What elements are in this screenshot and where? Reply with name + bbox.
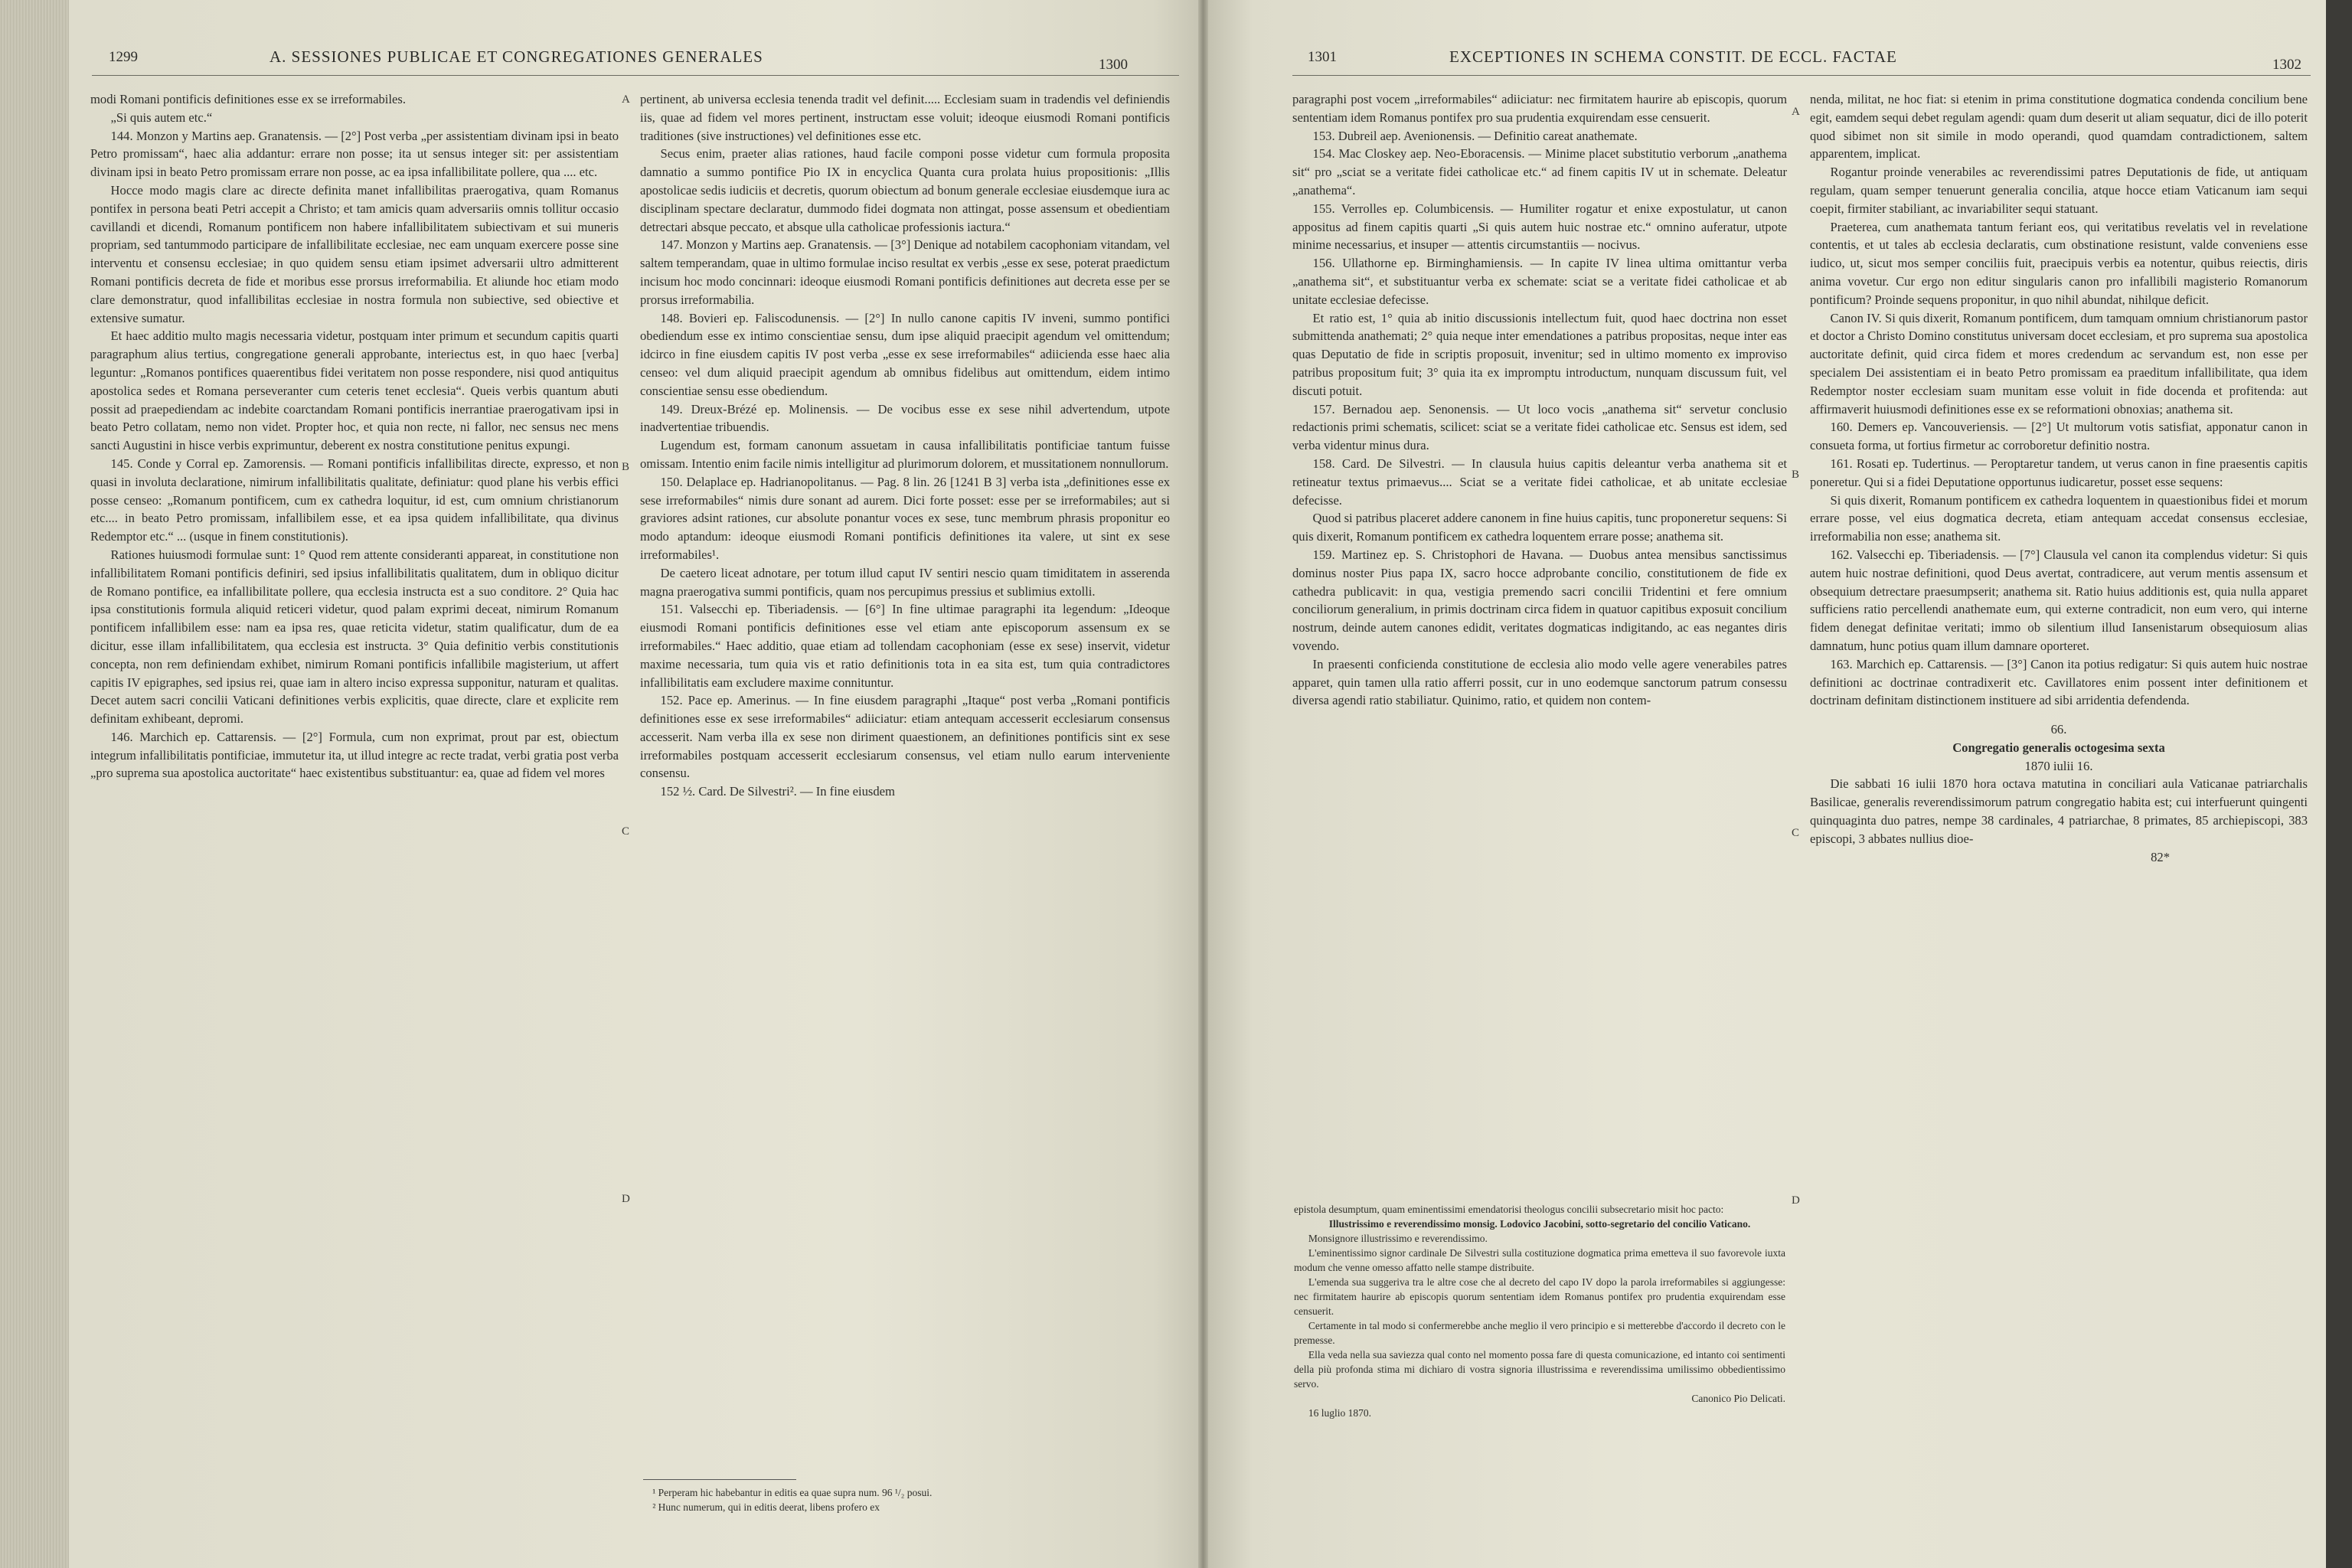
paragraph: Et haec additio multo magis necessaria videtur, postquam inter primum et secundum capitis quarti paragraphum alius tertius, congregatione generali approbante, interiectus est, in quo haec [verba] leguntur: „Romanos pontifices quaerentibus fidei veritatem non posse respondere, nisi quod antiquitus apostolica sedes et Romana perseveranter cum ceteris tenet ecclesia“. Queis verbis quantum abuti possit ad praepediendam ac indebite coarctandam Romani pontificis inerrantiae praerogativam ipsi in beato Petro collatam, nemo non videt. Propter hoc, et quia non recte, ni fallor, nec sensus nec mens sancti Augustini in hisce verbis exprimuntur, deberent ex nostra constitutione penitus expungi.: [90, 328, 619, 453]
paragraph: 147. Monzon y Martins aep. Granatensis. — [3°] Denique ad notabilem cacophoniam vitandam, vel saltem temperandam, quae in ultimo formulae inciso resultat ex verbis „esse ex sese, poterat praedictum incisum hoc modo concinnari: ideoque eiusmodi Romani pontificis definitiones aut decreta esse per se prorsus irreformabilia.: [640, 237, 1170, 307]
paragraph: 154. Mac Closkey aep. Neo-Eboracensis. — Minime placet substitutio verborum „anathema sit“ pro „sciat se a veritate fidei catholicae etc.“ ad finem capitis IV ut in schemate. Deleatur „anathema“.: [1292, 146, 1787, 198]
paragraph: Si quis dixerit, Romanum pontificem ex cathedra loquentem in quaestionibus fidei et morum errare posse, vel eius dogmatica decreta, etiam antequam accedat consensus ecclesiae, irreformabilia non esse; anathema sit.: [1810, 492, 2308, 544]
margin-marker: A: [622, 93, 630, 106]
note-line: epistola desumptum, quam eminentissimi emendatorisi theologus concilii subsecretario misit hoc pacto:: [1294, 1204, 1724, 1215]
running-head: EXCEPTIONES IN SCHEMA CONSTIT. DE ECCL. FACTAE: [1449, 47, 1897, 66]
margin-marker: A: [1792, 106, 1800, 118]
margin-marker: C: [622, 825, 630, 838]
paragraph: 144. Monzon y Martins aep. Granatensis. — [2°] Post verba „per assistentiam divinam ipsi in beato Petro promissam“, haec alia addantur: errare non posse; ita ut sensus integer sit: per assistentiam divinam ipsi in beato Petro promissam errare non posse, ac ea ipsa infallibilitate pollere, qua .... etc.: [90, 128, 619, 180]
footnotes: [640, 1485, 1170, 1514]
paragraph: 148. Bovieri ep. Faliscodunensis. — [2°] In nullo canone capitis IV inveni, summo pontifici obediendum esse ex intimo conscientiae sensu, dum ipse aliquid praecipit agendum vel omittendum; idcirco in fine eiusdem capitis IV post verba „esse ex sese irreformabiles“ adiicienda esse haec alia censeo: vel dum aliquid praecipit agendum ab omnibus fidelibus aut omittendum, eidem intimo conscientiae sensu esse obediendum.: [640, 310, 1170, 398]
note-line: Ella veda nella sua saviezza qual conto nel momento possa fare di questa comunicazione, ed intanto coi sentimenti della più profonda stima mi dichiaro di vostra signoria illustrissima e reverendissima umilissimo obbedientissimo servo.: [1294, 1349, 1785, 1390]
text-column-left: [1292, 90, 1787, 710]
paragraph: 145. Conde y Corral ep. Zamorensis. — Romani pontificis infallibilitas directe, expresso, et non quasi in involuta declaratione, nimirum infallibilitatis qualitate, definiatur: quod plane his verbis effici posse censeo: „Romanum pontificem, cum ex cathedra loquitur, id est, cum omnium christianorum etc.... in beato Petro promissam, infallibilem esse, et ea ipsa quidem infallibilitate, qua divinus Redemptor etc.“ ... (usque in finem constitutionis).: [90, 456, 619, 544]
paragraph: 159. Martinez ep. S. Christophori de Havana. — Duobus antea mensibus sanctissimus dominus noster Pius papa IX, sacro hocce adprobante concilio, constitutionem de fide ex cathedra publicavit: in qua, vestigia premendo sacri concilii Tridentini et fere omnium conciliorum generalium, in primis doctrinam circa fidem in quatuor capitibus exposuit concilium nostrum, deinde autem canones edidit, veritates dogmaticas indigitando, ac eas negantes diris vovendo.: [1292, 547, 1787, 653]
paragraph: De caetero liceat adnotare, per totum illud caput IV sentiri nescio quam timiditatem in asserenda magna praerogativa summi pontificis, quam nos percupimus pressius et sublimius extolli.: [640, 565, 1170, 599]
right-page: [1208, 0, 2326, 1568]
paragraph: Secus enim, praeter alias rationes, haud facile componi posse videtur cum formula proposita damnatio a summo pontifice Pio IX in encyclica Quanta cura prolata huius propositionis: „Illis apostolicae sedis iudiciis et decretis, quorum obiectum ad bonum generale ecclesiae eiusdemque iura ac disciplinam spectare declaratur, dummodo fidei dogmata non attingat, posse assensum et obedientiam detrectari absque peccato, et absque ulla catholicae professionis iactura.“: [640, 146, 1170, 234]
paragraph: 150. Delaplace ep. Hadrianopolitanus. — Pag. 8 lin. 26 [1241 B 3] verba ista „definitiones esse ex sese irreformabiles“ nimis dure sonant ad aurem. Dici forte posset: esse per se irreformabiles; aut si graviores adsint rationes, cur absolute ponantur voces ex sese, tunc membrum phrasis proponitur eo modo aptandum: ideoque eiusmodi Romani pontificis definitiones ita valere, ut sint ex sese irreformabiles¹.: [640, 474, 1170, 562]
paragraph: 152 ½. Card. De Silvestri². — In fine eiusdem: [660, 784, 895, 799]
section-number: 66.: [2050, 722, 2067, 737]
note-line: Certamente in tal modo si confermerebbe anche meglio il vero principio e si metterebbe d'accordo il decreto con le premesse.: [1294, 1320, 1785, 1346]
note-signature: Canonico Pio Delicati.: [1691, 1393, 1785, 1404]
footnote: ¹ Perperam hic habebantur in editis ea quae supra num. 96 ¹/₂ posui.: [652, 1487, 933, 1498]
left-page: [69, 0, 1198, 1568]
margin-marker: D: [1792, 1194, 1800, 1207]
page-number: 1300: [1099, 57, 1128, 73]
paragraph: Die sabbati 16 iulii 1870 hora octava matutina in conciliari aula Vaticanae patriarchalis Basilicae, generalis reverendissimorum patrum congregatio habita est; cui interfuerunt quingenti quinquaginta duo patres, nempe 38 cardinales, 4 patriarchae, 8 primates, 85 archiepiscopi, 383 episcopi, 3 abbates nullius dioe-: [1810, 776, 2308, 846]
margin-marker: C: [1792, 827, 1800, 839]
paragraph: 163. Marchich ep. Cattarensis. — [3°] Canon ita potius redigatur: Si quis autem huic nostrae definitioni ac doctrinae contradixerit etc. Cavillatores enim possent inter definitionem et doctrinam definitam distinctionem instituere ad sibi arridentia defendenda.: [1810, 656, 2308, 708]
paragraph: Hocce modo magis clare ac directe definita manet infallibilitas praerogativa, quam Romanus pontifex in persona beati Petri accepit a Christo; et tam amicis quam adversariis omnis tollitur occasio cavillandi et dicendi, Romanum pontificem non habere infallibilitatem subiectivam et sui muneris propriam, sed tantummodo participare de infallibilitate ecclesiae, nec eam unquam exercere posse sine interventu et consensu ecclesiae; in quo quidem sensu etiam ipsimet adversarii ultro admitterent Romani pontificis decreta de fide et moribus esse prorsus irreformabilia. Et aliunde hoc etiam modo clare demonstratur, quod infallibilitas ecclesiae in nostra formula non subiective, sed obiective et extensive sumatur.: [90, 182, 619, 325]
page-edges-left: [0, 0, 69, 1568]
paragraph: „Si quis autem etc.“: [110, 109, 213, 125]
paragraph: Rogantur proinde venerabiles ac reverendissimi patres Deputationis de fide, ut antiquam regulam, quam semper tenuerunt generalia concilia, atque hocce etiam Vaticanum iam sequi coepit, firmiter stabiliant, ac invariabiliter sequi statuant.: [1810, 165, 2308, 216]
paragraph: 146. Marchich ep. Cattarensis. — [2°] Formula, cum non exprimat, prout par est, obiectum integrum infallibilitatis pontificiae, immutetur ita, ut illud integre ac recte tradat, verbi gratia post verba „pro suprema sua apostolica auctoritate“ haec existentibus substituantur: ea, quae ad fidem vel mores: [90, 729, 619, 781]
paragraph: 157. Bernadou aep. Senonensis. — Ut loco vocis „anathema sit“ servetur conclusio redactionis primi schematis, scilicet: sciat se a veritate fidei catholicae etc. Sensus est idem, sed verba videntur minus dura.: [1292, 401, 1787, 453]
note-line: Illustrissimo e reverendissimo monsig. Lodovico Jacobini, sotto-segretario del concilio Vaticano.: [1328, 1218, 1751, 1230]
paragraph: 149. Dreux-Brézé ep. Molinensis. — De vocibus esse ex sese nihil advertendum, utpote inadvertentiae tribuendis.: [640, 401, 1170, 435]
footnote: ² Hunc numerum, qui in editis deerat, libens profero ex: [652, 1501, 880, 1513]
paragraph: Quod si patribus placeret addere canonem in fine huius capitis, tunc proponeretur sequens: Si quis dixerit, Romanum pontificem ex cathedra loquentem errare posse; anathema sit.: [1292, 511, 1787, 544]
paragraph: Et ratio est, 1° quia ab initio discussionis intellectum fuit, quod haec doctrina non esset submittenda anathemati; 2° quia neque inter emendationes a patribus propositas, neque inter eas quas Deputatio de fide in scriptis proposuit, invenitur; sed in ultimo momento ex improviso patribus propositum fuit; 3° quia ita ex impromptu introductum, nunquam discussum fuit, vel discuti potuit.: [1292, 310, 1787, 398]
paragraph: nenda, militat, ne hoc fiat: si etenim in prima constitutione dogmatica condenda concilium bene egit, eamdem sequi debet regulam agendi: quam dum deserit ut aliam sequatur, dici de illo poterit quod sibimet non sit simile in modo operandi, quod quamdam contradictionem, saltem apparentem, implicat.: [1810, 92, 2308, 162]
paragraph: paragraphi post vocem „irreformabiles“ adiiciatur: nec firmitatem haurire ab episcopis, quorum sententiam idem Romanus pontifex pro sua prudentia exquirendam esse censuerit.: [1292, 92, 1787, 125]
text-column-left: [90, 90, 619, 782]
paragraph: pertinent, ab universa ecclesia tenenda tradit vel definit..... Ecclesiam suam in tradendis vel definiendis iis, quae ad fidem vel mores pertinent, instructam esse voluit; ideoque eiusmodi Romani pontificis traditiones (sive instructiones) vel definitiones esse etc.: [640, 92, 1170, 143]
paragraph: 155. Verrolles ep. Columbicensis. — Humiliter rogatur et enixe expostulatur, ut canon appositus ad finem capitis quarti „Si quis autem huic nostrae etc.“ omnino auferatur, utpote minime necessarius, et insuper — attentis circumstantiis — nocivus.: [1292, 201, 1787, 253]
paragraph: 156. Ullathorne ep. Birminghamiensis. — In capite IV linea ultima omittantur verba „anathema sit“, et substituantur verba ex schemate: sciat se a veritate fidei catholicae et ab unitate ecclesiae defecisse.: [1292, 256, 1787, 307]
italian-letter-note: [1294, 1202, 1785, 1420]
paragraph: Rationes huiusmodi formulae sunt: 1° Quod rem attente consideranti appareat, in constitutione non infallibilitatem Romani pontificis definiri, sed ipsius infallibilitatis qualitatem, dum in obliquo dicitur de Romano pontifice, ea infallibilitate pollere, qua ecclesia instructa est a suo conditore. 2° Quia hac ipsa constitutionis formula aliquid reticeri videtur, quod palam exprimi deceat, nimirum Romanum pontificem infallibilem esse: nam ea ipsa res, quae reticita videtur, statim qualificatur, dum de ea dicitur, esse illam infallibilitatem, qua ecclesia est instructa. 3° Quia definitio verbis constitutionis concepta, non rem definiendam exhibet, nimirum Romani pontificis infallibile magisterium, ut affert capitis IV epigraphes, sed ipsius rei, quae iam in altero inciso expressa supponitur, naturam et qualitas. Decet autem sacri concilii Vaticani definitiones verbis explicitis, quae directe, clare et explicite rem definitam exhibeant, depromi.: [90, 547, 619, 727]
margin-marker: B: [1792, 469, 1800, 481]
note-line: Monsignore illustrissimo e reverendissimo.: [1308, 1233, 1488, 1244]
footnote-rule: [643, 1479, 796, 1480]
paragraph: modi Romani pontificis definitiones esse ex se irreformabiles.: [90, 92, 406, 106]
note-date: 16 luglio 1870.: [1308, 1407, 1372, 1419]
header-rule: [1292, 75, 2311, 76]
paragraph: 151. Valsecchi ep. Tiberiadensis. — [6°] In fine ultimae paragraphi ita legendum: „Ideoque eiusmodi Romani pontificis definitiones esse vel etiam ante episcoporum assensum ex se irreformabiles.“ Haec additio, quae etiam ad tollendam cacophoniam (esse ex sese) inservit, videtur maxime necessaria, tum quia vis et ratio definitionis tota in ea sita est, tum quia contradictores infallibilitatis eam excludere maxime connituntur.: [640, 602, 1170, 690]
paragraph: 162. Valsecchi ep. Tiberiadensis. — [7°] Clausula vel canon ita complendus videtur: Si quis autem huic nostrae definitioni, quod Deus avertat, contradicere, aut verum mentis assensum et obsequium detrectare praesumpserit; anathema sit. Ratio huius additionis est, quia nulla apparet sufficiens ratio percellendi anathemate eum, qui externe contradicit, non eum vero, qui interne fidem denegat definitae veritati; immo ob silentium illud Iansenistarum obsequiosum alias damnatum, hunc potius quam illum damnare oporteret.: [1810, 547, 2308, 653]
page-number: 1302: [2272, 57, 2301, 73]
paragraph: Canon IV. Si quis dixerit, Romanum pontificem, dum tamquam omnium christianorum pastor et doctor a Christo Domino constitutus universam docet ecclesiam, et pro suprema sua apostolica auctoritate definit, quid circa fidem et mores credendum ac servandum est, non esse per specialem Dei assistentiam ei in beato Petro promissam ea praeditum infallibilitate, qua idem Redemptor noster ecclesiam suam munitam esse voluit in fide docenda et profitenda: aut affirmaverit huiusmodi definitiones esse ex se reformationi obnoxias; anathema sit.: [1810, 310, 2308, 416]
margin-marker: B: [622, 461, 630, 473]
paragraph: 161. Rosati ep. Tudertinus. — Peroptaretur tandem, ut verus canon in fine praesentis capitis poneretur. Qui si a fidei Deputatione opportunus iudicaretur, posset esse sequens:: [1810, 456, 2308, 489]
header-rule: [92, 75, 1179, 76]
text-column-right: [1810, 90, 2308, 866]
running-head: A. SESSIONES PUBLICAE ET CONGREGATIONES GENERALES: [270, 47, 763, 66]
note-line: L'emenda sua suggeriva tra le altre cose che al decreto del capo IV dopo la parola irreformabiles si aggiungesse: nec firmitatem haurire ab episcopis quorum sententiam idem Romanus pontifex pro prudentia exquirendam esse censuerit.: [1294, 1276, 1785, 1317]
section-date: 1870 iulii 16.: [2024, 758, 2093, 773]
signature-mark: 82*: [2151, 849, 2170, 864]
paragraph: In praesenti conficienda constitutione de ecclesia alio modo velle agere venerabiles patres apparet, quin tamen ulla ratio afferri possit, cur in uno eodemque sanctorum patrum consessu diversa agendi ratio stabiliatur. Quinimo, ratio, et quidem non contem-: [1292, 656, 1787, 708]
page-number: 1299: [109, 49, 138, 65]
paragraph: 152. Pace ep. Amerinus. — In fine eiusdem paragraphi „Itaque“ post verba „Romani pontificis definitiones esse ex sese irreformabiles“ adiiciatur: etiam antequam accesserit ecclesiarum consensus accesserit. Nam verba illa ex sese non diriment quaestionem, an definitiones pontificis sint ex sese irreformabiles postquam accesserit ecclesiarum consensus, vel etiam nullo earum interveniente consensu.: [640, 693, 1170, 781]
text-column-right: [640, 90, 1170, 801]
page-number: 1301: [1308, 49, 1337, 65]
paragraph: Lugendum est, formam canonum assuetam in causa infallibilitatis pontificiae tantum fuisse omissam. Intentio enim facile nimis intelligitur ad plurimorum dolorem, et mussitationem nonnullorum.: [640, 438, 1170, 471]
gutter: [1198, 0, 1208, 1568]
margin-marker: D: [622, 1193, 630, 1205]
paragraph: 153. Dubreil aep. Avenionensis. — Definitio careat anathemate.: [1312, 128, 1638, 143]
note-line: L'eminentissimo signor cardinale De Silvestri sulla costituzione dogmatica prima emetteva il suo favorevole iuxta modum che venne omesso affatto nelle stampe distribuite.: [1294, 1247, 1785, 1273]
section-title: Congregatio generalis octogesima sexta: [1952, 740, 2165, 755]
paragraph: Praeterea, cum anathemata tantum feriant eos, qui veritatibus revelatis vel in revelatione contentis, et ut tales ab ecclesia declaratis, cum obstinatione resistunt, valde conveniens esse iudico, ut, sicut mos semper conciliis fuit, praecipuis verbis ea notentur, quibus reiectis, diris anima vovetur. Cur ergo non editur singularis canon pro infallibili magisterio Romanorum pontificum? Proinde sequens proponitur, in quo nihil abundat, nihilque deficit.: [1810, 219, 2308, 307]
paragraph: 160. Demers ep. Vancouveriensis. — [2°] Ut multorum votis satisfiat, apponatur canon in consueta forma, ut fortius firmetur ac corroboretur definitio nostra.: [1810, 420, 2308, 453]
paragraph: 158. Card. De Silvestri. — In clausula huius capitis deleantur verba anathema sit et retineatur textus primaevus.... Sciat se a veritate fidei catholicae, et ab unitate ecclesiae defecisse.: [1292, 456, 1787, 508]
